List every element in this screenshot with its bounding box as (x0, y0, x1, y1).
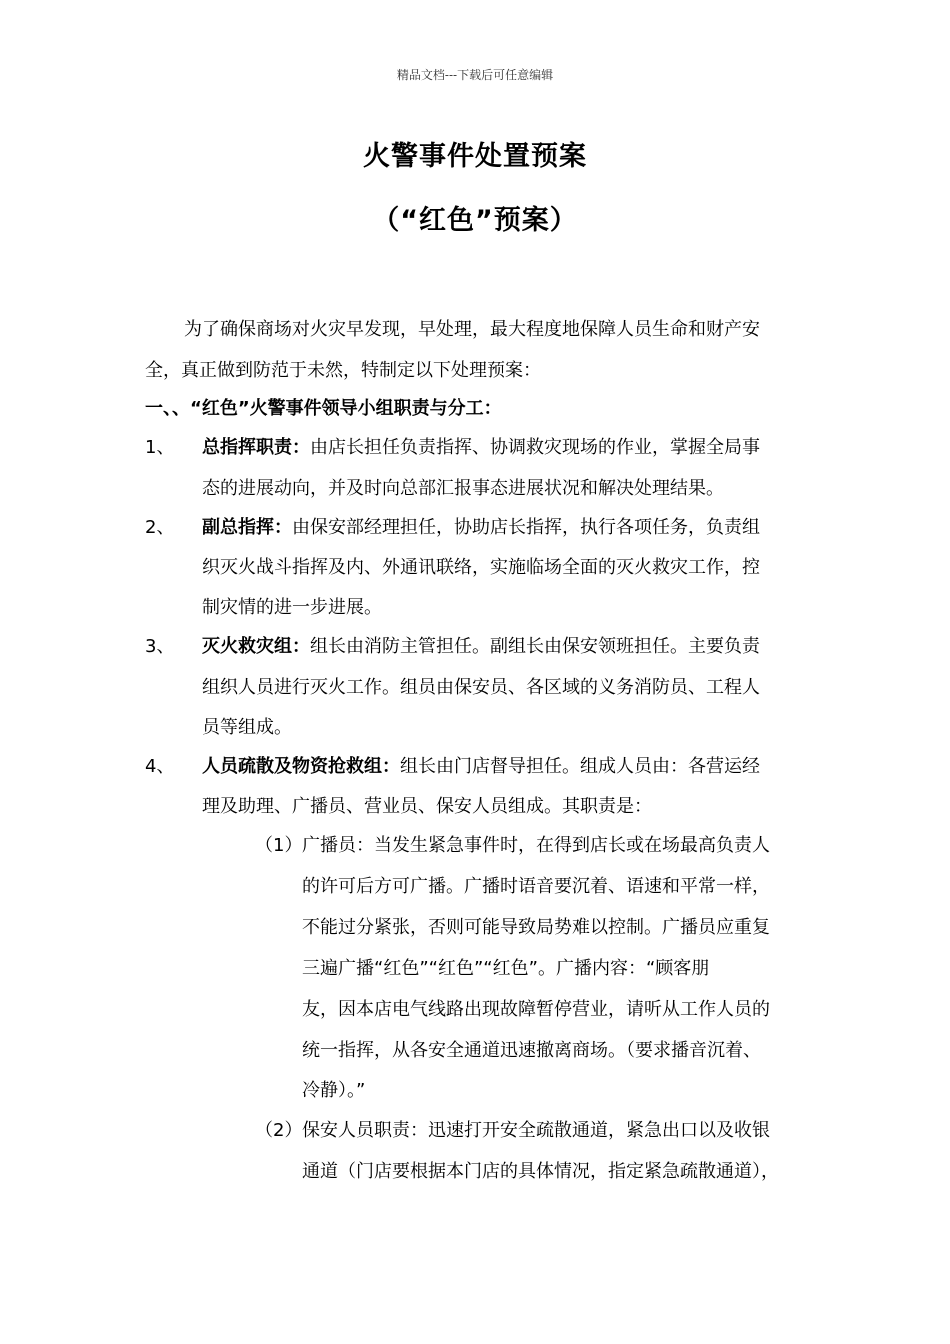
document-title: 火警事件处置预案 (363, 141, 587, 172)
list-item (202, 755, 760, 779)
subitem-number: （1） (255, 835, 303, 856)
item-text: 由店长担任负责指挥、协调救灾现场的作业，掌握全局事 (310, 437, 760, 458)
subitem-text: 友，因本店电气线路出现故障暂停营业，请听从工作人员的 (302, 999, 770, 1020)
subitem-text: 通道（门店要根据本门店的具体情况，指定紧急疏散通道）， (302, 1161, 779, 1182)
item-label: 人员疏散及物资抢救组： (202, 756, 400, 777)
subitem-text: 不能过分紧张，否则可能导致局势难以控制。广播员应重复 (302, 917, 770, 938)
header-note: 精品文档---下载后可任意编辑 (396, 68, 554, 82)
item-text: 组长由门店督导担任。组成人员由：各营运经 (400, 756, 760, 777)
item-label: 副总指挥： (202, 517, 292, 538)
subitem-text: 的许可后方可广播。广播时语音要沉着、语速和平常一样， (302, 876, 770, 897)
list-item (202, 635, 760, 659)
item-number: 4、 (145, 756, 175, 777)
item-text: 态的进展动向，并及时向总部汇报事态进展状况和解决处理结果。 (202, 478, 724, 499)
item-label: 灭火救灾组： (202, 636, 310, 657)
intro-line: 全，真正做到防范于未然，特制定以下处理预案： (145, 360, 541, 381)
item-text: 组织人员进行灭火工作。组员由保安员、各区域的义务消防员、工程人 (202, 677, 760, 698)
item-number: 1、 (145, 437, 175, 458)
subitem-number: （2） (255, 1120, 303, 1141)
subitem-text: 保安人员职责：迅速打开安全疏散通道，紧急出口以及收银 (302, 1120, 770, 1141)
document-subtitle: （“红色”预案） (372, 205, 578, 236)
subitem-text: 广播员：当发生紧急事件时，在得到店长或在场最高负责人 (302, 835, 770, 856)
list-item (202, 516, 760, 540)
item-text: 组长由消防主管担任。副组长由保安领班担任。主要负责 (310, 636, 760, 657)
subitem-text: 统一指挥，从各安全通道迅速撤离商场。（要求播音沉着、 (302, 1040, 761, 1061)
subitem-text: 三遍广播“红色”“红色”“红色”。广播内容：“顾客朋 (302, 958, 710, 979)
item-text: 员等组成。 (202, 717, 292, 738)
item-number: 2、 (145, 517, 175, 538)
subitem-text: 冷静）。” (302, 1080, 366, 1101)
item-label: 总指挥职责： (202, 437, 310, 458)
item-text: 制灾情的进一步进展。 (202, 597, 382, 618)
intro-line: 为了确保商场对火灾早发现，早处理，最大程度地保障人员生命和财产安 (184, 319, 760, 340)
item-number: 3、 (145, 636, 175, 657)
item-text: 织灭火战斗指挥及内、外通讯联络，实施临场全面的灭火救灾工作，控 (202, 557, 760, 578)
item-text: 由保安部经理担任，协助店长指挥，执行各项任务，负责组 (292, 517, 760, 538)
section-heading: 一、、“红色”火警事件领导小组职责与分工： (145, 398, 502, 419)
item-text: 理及助理、广播员、营业员、保安人员组成。其职责是： (202, 796, 652, 817)
list-item (202, 436, 760, 460)
